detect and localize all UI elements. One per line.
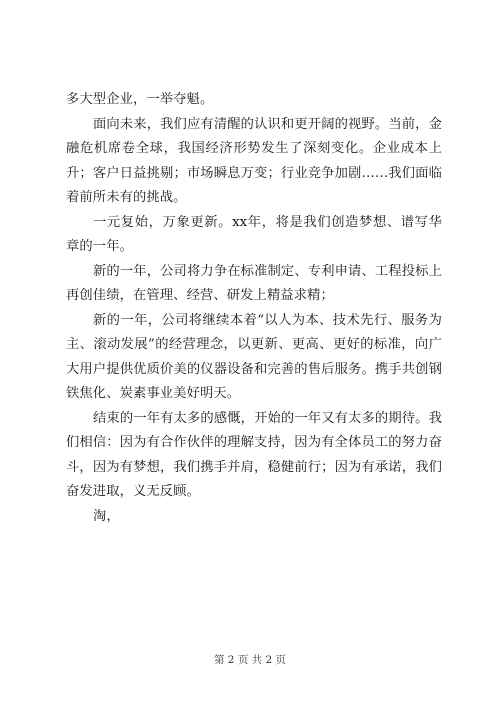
paragraph-2: 面向未来，我们应有清醒的认识和更开阔的视野。当前，金融危机席卷全球，我国经济形势发生了深刻变化。企业成本上升；客户日益挑剔；市场瞬息万变；行业竞争加剧……我们面临着前所未有的挑战。	[66, 116, 442, 205]
paragraph-1: 多大型企业，一举夺魁。	[66, 92, 214, 107]
paragraph-3: 一元复始，万象更新。xx年，将是我们创造梦想、谱写华章的一年。	[66, 214, 442, 254]
paragraph-5: 新的一年，公司将继续本着“以人为本、技术先行、服务为主、滚动发展”的经营理念，以更新、更高、更好的标准，向广大用户提供优质价美的仪器设备和完善的售后服务。携手共创钢铁焦化、炭素事业美好明天。	[66, 312, 442, 401]
paragraph-6: 结束的一年有太多的感慨，开始的一年又有太多的期待。我们相信：因为有合作伙伴的理解支持，因为有全体员工的努力奋斗，因为有梦想，我们携手并肩，稳健前行；因为有承诺，我们奋发进取，义无反顾。	[66, 410, 442, 499]
paragraph-7: 淘，	[93, 508, 120, 524]
document-body	[66, 88, 442, 529]
page-footer: 第 2 页 共 2 页	[213, 654, 287, 666]
paragraph-4: 新的一年，公司将力争在标准制定、专利申请、工程投标上再创佳绩，在管理、经营、研发上精益求精；	[66, 263, 442, 303]
